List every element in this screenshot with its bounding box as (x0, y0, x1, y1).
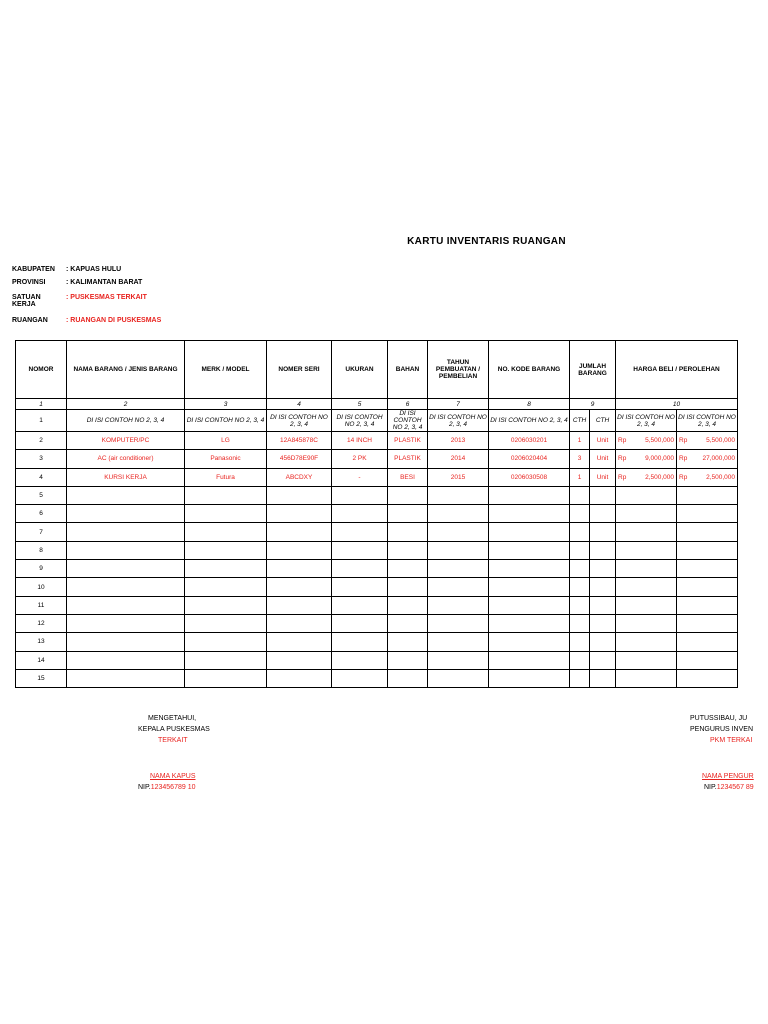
cell-empty (185, 669, 267, 687)
column-number: 4 (267, 399, 332, 410)
table-row (16, 614, 738, 632)
cell-empty (616, 505, 677, 523)
header-cell: NO. KODE BARANG (489, 341, 570, 399)
cell-nama: KOMPUTER/PC (67, 432, 185, 450)
cell-empty (677, 651, 738, 669)
cell-empty (570, 578, 590, 596)
cell-merk: LG (185, 432, 267, 450)
cell-empty (67, 651, 185, 669)
amount: 5,500,000 (706, 437, 735, 445)
cell-empty (267, 560, 332, 578)
cell-empty (332, 541, 388, 559)
cell-empty (332, 633, 388, 651)
money-value (616, 437, 676, 444)
cell-tahun: DI ISI CONTOH NO 2, 3, 4 (428, 410, 489, 432)
cell-bahan: BESI (388, 468, 428, 486)
cell-no: 11 (16, 596, 67, 614)
amount: 9,000,000 (645, 455, 674, 463)
cell-empty (185, 523, 267, 541)
column-number: 8 (489, 399, 570, 410)
cell-empty (428, 669, 489, 687)
cell-bahan: PLASTIK (388, 432, 428, 450)
cell-empty (590, 523, 616, 541)
column-number: 10 (616, 399, 738, 410)
cell-empty (489, 633, 570, 651)
cell-seri: 12A845878C (267, 432, 332, 450)
cell-empty (570, 541, 590, 559)
cell-kode: 0206030201 (489, 432, 570, 450)
sign-line: KEPALA PUSKESMAS (138, 726, 210, 733)
cell-empty (570, 651, 590, 669)
signer-name: NAMA PENGUR (702, 773, 754, 780)
table-row (16, 633, 738, 651)
cell-empty (677, 541, 738, 559)
cell-empty (489, 596, 570, 614)
money-value (616, 455, 676, 462)
header-cell: NOMER SERI (267, 341, 332, 399)
cell-no: 15 (16, 669, 67, 687)
meta-value: : PUSKESMAS TERKAIT (66, 294, 147, 301)
column-number: 2 (67, 399, 185, 410)
meta-value: : KALIMANTAN BARAT (66, 279, 143, 286)
meta-ruangan (12, 317, 161, 324)
cell-empty (388, 633, 428, 651)
cell-total (677, 432, 738, 450)
cell-empty (67, 486, 185, 504)
money-value (677, 455, 737, 462)
cell-empty (185, 614, 267, 632)
cell-empty (590, 633, 616, 651)
signer-nip (138, 782, 210, 793)
cell-tahun: 2013 (428, 432, 489, 450)
cell-empty (590, 505, 616, 523)
cell-ukuran: 14 INCH (332, 432, 388, 450)
cell-merk: Panasonic (185, 450, 267, 468)
cell-seri: DI ISI CONTOH NO 2, 3, 4 (267, 410, 332, 432)
cell-empty (267, 486, 332, 504)
cell-bahan: DI ISI CONTOH NO 2, 3, 4 (388, 410, 428, 432)
cell-empty (590, 651, 616, 669)
cell-empty (677, 523, 738, 541)
cell-no: 5 (16, 486, 67, 504)
column-number: 7 (428, 399, 489, 410)
currency-label: Rp (618, 437, 627, 445)
meta-label: RUANGAN (12, 317, 48, 324)
cell-no: 7 (16, 523, 67, 541)
cell-empty (332, 614, 388, 632)
signer-nip (690, 782, 768, 793)
cell-satuan: Unit (590, 468, 616, 486)
column-number: 6 (388, 399, 428, 410)
header-row (16, 341, 738, 399)
cell-empty (332, 578, 388, 596)
cell-no: 10 (16, 578, 67, 596)
cell-no: 4 (16, 468, 67, 486)
cell-empty (616, 633, 677, 651)
cell-kode: 0206020404 (489, 450, 570, 468)
amount: 2,500,000 (706, 473, 735, 481)
sign-line: MENGETAHUI, (148, 715, 197, 722)
currency-label: Rp (618, 473, 627, 481)
cell-no: 3 (16, 450, 67, 468)
cell-empty (67, 614, 185, 632)
cell-empty (590, 578, 616, 596)
meta-value: : RUANGAN DI PUSKESMAS (66, 317, 162, 324)
cell-ukuran: - (332, 468, 388, 486)
cell-empty (67, 596, 185, 614)
cell-empty (428, 596, 489, 614)
column-number: 9 (570, 399, 616, 410)
cell-empty (570, 486, 590, 504)
table-row (16, 669, 738, 687)
cell-empty (616, 578, 677, 596)
cell-harga: DI ISI CONTOH NO 2, 3, 4 (616, 410, 677, 432)
cell-empty (67, 541, 185, 559)
cell-harga (616, 450, 677, 468)
table-row (16, 450, 738, 468)
cell-empty (185, 541, 267, 559)
signature-left (138, 713, 210, 793)
cell-empty (67, 578, 185, 596)
cell-empty (590, 596, 616, 614)
cell-empty (185, 505, 267, 523)
cell-no: 8 (16, 541, 67, 559)
currency-label: Rp (679, 437, 688, 445)
cell-empty (570, 614, 590, 632)
table-row (16, 410, 738, 432)
table-row (16, 578, 738, 596)
cell-empty (185, 596, 267, 614)
table-row (16, 541, 738, 559)
cell-satuan: Unit (590, 432, 616, 450)
money-value (677, 474, 737, 481)
column-number-row (16, 399, 738, 410)
cell-empty (677, 614, 738, 632)
cell-bahan: PLASTIK (388, 450, 428, 468)
table-row (16, 560, 738, 578)
cell-empty (489, 614, 570, 632)
amount: 5,500,000 (645, 437, 674, 445)
cell-empty (267, 633, 332, 651)
cell-jumlah: 3 (570, 450, 590, 468)
table-row (16, 486, 738, 504)
amount: 2,500,000 (645, 473, 674, 481)
meta-label: PROVINSI (12, 279, 46, 286)
currency-label: Rp (679, 455, 688, 463)
cell-empty (267, 541, 332, 559)
column-number: 5 (332, 399, 388, 410)
cell-empty (388, 596, 428, 614)
cell-satuan: CTH (590, 410, 616, 432)
cell-empty (267, 523, 332, 541)
table-row (16, 523, 738, 541)
header-cell: NAMA BARANG / JENIS BARANG (67, 341, 185, 399)
cell-empty (388, 541, 428, 559)
cell-empty (428, 523, 489, 541)
sign-line: PUTUSSIBAU, JU (690, 715, 748, 722)
cell-empty (489, 523, 570, 541)
cell-empty (67, 633, 185, 651)
cell-ukuran: 2 PK (332, 450, 388, 468)
cell-empty (616, 486, 677, 504)
cell-empty (616, 596, 677, 614)
money-value (616, 474, 676, 481)
cell-empty (185, 486, 267, 504)
meta-provinsi (12, 279, 142, 286)
cell-empty (616, 523, 677, 541)
cell-total (677, 468, 738, 486)
meta-satuan-kerja (12, 294, 147, 308)
empty-rows (16, 486, 738, 687)
table-row (16, 468, 738, 486)
header-cell: HARGA BELI / PEROLEHAN (616, 341, 738, 399)
cell-nama: KURSI KERJA (67, 468, 185, 486)
cell-empty (677, 560, 738, 578)
cell-empty (677, 669, 738, 687)
cell-empty (267, 651, 332, 669)
table-row (16, 505, 738, 523)
cell-empty (570, 633, 590, 651)
column-number: 3 (185, 399, 267, 410)
cell-empty (570, 596, 590, 614)
cell-jumlah: CTH (570, 410, 590, 432)
cell-empty (388, 669, 428, 687)
cell-jumlah: 1 (570, 468, 590, 486)
cell-no: 2 (16, 432, 67, 450)
signature-right (690, 713, 768, 793)
cell-empty (185, 578, 267, 596)
cell-total: DI ISI CONTOH NO 2, 3, 4 (677, 410, 738, 432)
cell-empty (590, 486, 616, 504)
cell-empty (388, 578, 428, 596)
cell-empty (677, 505, 738, 523)
cell-empty (185, 651, 267, 669)
table-row (16, 432, 738, 450)
cell-empty (590, 541, 616, 559)
meta-value: : KAPUAS HULU (66, 266, 122, 273)
cell-empty (570, 505, 590, 523)
cell-tahun: 2014 (428, 450, 489, 468)
cell-no: 13 (16, 633, 67, 651)
cell-seri: ABCDXY (267, 468, 332, 486)
cell-empty (332, 596, 388, 614)
cell-nama: AC (air conditioner) (67, 450, 185, 468)
cell-empty (590, 560, 616, 578)
cell-empty (616, 560, 677, 578)
cell-tahun: 2015 (428, 468, 489, 486)
cell-harga (616, 468, 677, 486)
cell-no: 12 (16, 614, 67, 632)
cell-nama: DI ISI CONTOH NO 2, 3, 4 (67, 410, 185, 432)
currency-label: Rp (679, 473, 688, 481)
cell-empty (267, 669, 332, 687)
cell-empty (590, 669, 616, 687)
cell-empty (677, 633, 738, 651)
cell-kode: DI ISI CONTOH NO 2, 3, 4 (489, 410, 570, 432)
header-cell: BAHAN (388, 341, 428, 399)
cell-empty (489, 669, 570, 687)
cell-empty (332, 651, 388, 669)
cell-empty (388, 560, 428, 578)
sign-line: TERKAIT (158, 737, 188, 744)
meta-kabupaten (12, 266, 121, 273)
table-row (16, 596, 738, 614)
nip-value: 1234567 89 (716, 784, 754, 791)
cell-seri: 456D78E90F (267, 450, 332, 468)
cell-empty (489, 578, 570, 596)
cell-empty (332, 505, 388, 523)
cell-empty (616, 614, 677, 632)
cell-empty (67, 560, 185, 578)
cell-empty (489, 541, 570, 559)
money-value (677, 437, 737, 444)
cell-empty (677, 596, 738, 614)
cell-empty (67, 523, 185, 541)
cell-merk: Futura (185, 468, 267, 486)
header-cell: MERK / MODEL (185, 341, 267, 399)
cell-empty (428, 651, 489, 669)
cell-no: 6 (16, 505, 67, 523)
cell-empty (489, 651, 570, 669)
header-cell: TAHUN PEMBUATAN / PEMBELIAN (428, 341, 489, 399)
cell-empty (67, 505, 185, 523)
cell-ukuran: DI ISI CONTOH NO 2, 3, 4 (332, 410, 388, 432)
column-number: 1 (16, 399, 67, 410)
header-cell: NOMOR (16, 341, 67, 399)
table-row (16, 651, 738, 669)
cell-no: 1 (16, 410, 67, 432)
meta-label: KABUPATEN (12, 266, 55, 273)
cell-empty (388, 486, 428, 504)
cell-empty (570, 669, 590, 687)
cell-merk: DI ISI CONTOH NO 2, 3, 4 (185, 410, 267, 432)
cell-empty (428, 486, 489, 504)
sign-space (138, 746, 210, 771)
cell-empty (267, 505, 332, 523)
cell-empty (332, 486, 388, 504)
sign-space (690, 746, 768, 771)
cell-empty (332, 560, 388, 578)
cell-empty (428, 560, 489, 578)
cell-satuan: Unit (590, 450, 616, 468)
cell-empty (570, 560, 590, 578)
amount: 27,000,000 (702, 455, 735, 463)
nip-value: 123456789 10 (150, 784, 196, 791)
cell-empty (570, 523, 590, 541)
header-cell: UKURAN (332, 341, 388, 399)
cell-jumlah: 1 (570, 432, 590, 450)
signer-name: NAMA KAPUS (150, 773, 196, 780)
cell-total (677, 450, 738, 468)
cell-empty (332, 669, 388, 687)
meta-label: SATUAN KERJA (12, 294, 41, 308)
cell-empty (616, 541, 677, 559)
cell-empty (388, 614, 428, 632)
header-cell: JUMLAH BARANG (570, 341, 616, 399)
cell-empty (267, 596, 332, 614)
sign-line: PENGURUS INVEN (690, 726, 754, 733)
cell-empty (489, 560, 570, 578)
cell-empty (428, 541, 489, 559)
page-title: KARTU INVENTARIS RUANGAN (407, 236, 566, 247)
cell-empty (590, 614, 616, 632)
nip-label: NIP. (138, 784, 151, 791)
cell-empty (185, 633, 267, 651)
sign-line: PKM TERKAI (710, 737, 753, 744)
cell-empty (489, 486, 570, 504)
cell-empty (616, 669, 677, 687)
cell-empty (185, 560, 267, 578)
cell-empty (428, 578, 489, 596)
cell-empty (388, 523, 428, 541)
currency-label: Rp (618, 455, 627, 463)
cell-empty (428, 614, 489, 632)
cell-harga (616, 432, 677, 450)
cell-empty (677, 578, 738, 596)
cell-empty (428, 633, 489, 651)
cell-empty (428, 505, 489, 523)
cell-empty (388, 505, 428, 523)
cell-empty (489, 505, 570, 523)
cell-empty (67, 669, 185, 687)
cell-no: 9 (16, 560, 67, 578)
inventory-table (15, 340, 738, 688)
cell-kode: 0206030508 (489, 468, 570, 486)
cell-no: 14 (16, 651, 67, 669)
cell-empty (332, 523, 388, 541)
cell-empty (267, 578, 332, 596)
cell-empty (677, 486, 738, 504)
cell-empty (267, 614, 332, 632)
cell-empty (388, 651, 428, 669)
cell-empty (616, 651, 677, 669)
nip-label: NIP. (704, 784, 717, 791)
